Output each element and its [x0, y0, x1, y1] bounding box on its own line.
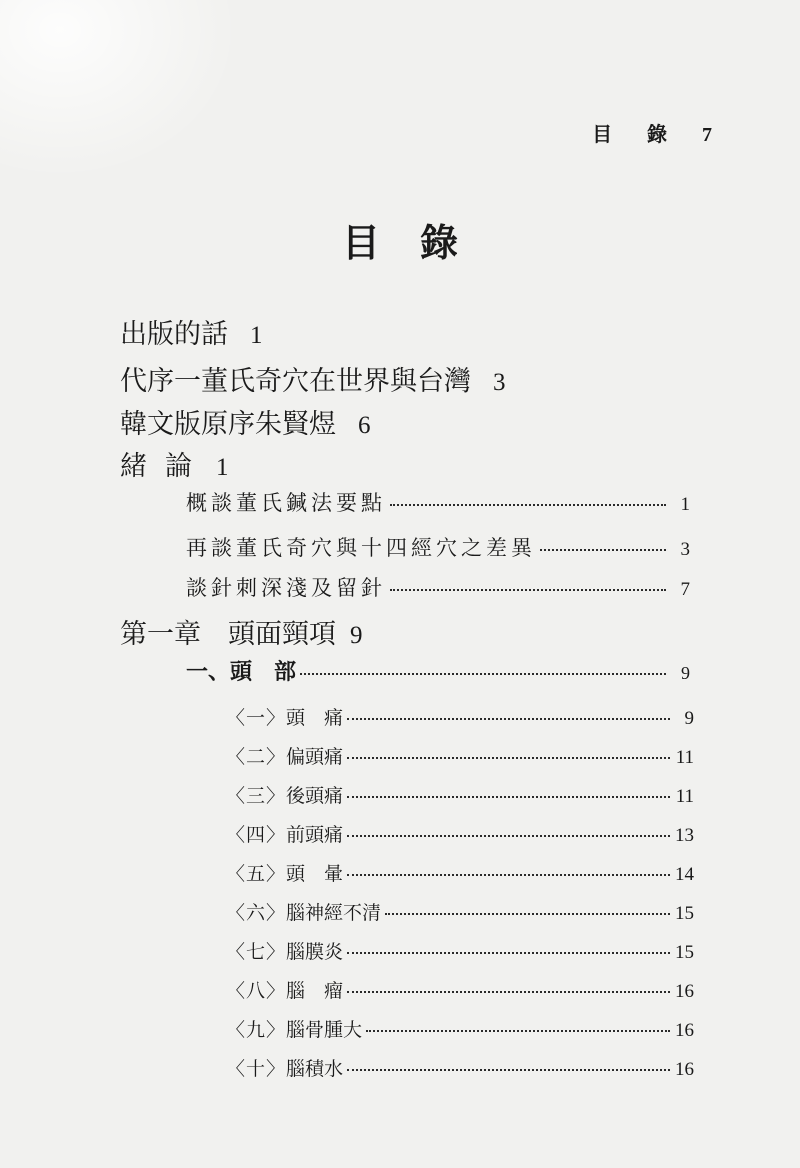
toc-item-number: 〈三〉	[226, 785, 287, 807]
toc-item[interactable]	[226, 781, 694, 808]
toc-chapter[interactable]	[120, 612, 363, 651]
dot-leader	[347, 1069, 670, 1071]
toc-subentry-page: 3	[680, 539, 690, 560]
dot-leader	[366, 1030, 670, 1032]
toc-item-page: 16	[675, 1020, 694, 1041]
toc-item[interactable]	[226, 1015, 694, 1042]
toc-item-page: 15	[675, 903, 694, 924]
toc-item-page: 13	[675, 825, 694, 846]
dot-leader	[347, 991, 670, 993]
toc-item-label: 腦骨腫大	[286, 1019, 363, 1041]
toc-item-label: 偏頭痛	[286, 746, 344, 768]
toc-entry-introduction[interactable]	[120, 444, 229, 483]
toc-entry-page: 6	[358, 412, 371, 439]
toc-subentry-label: 概談董氏鍼法要點	[186, 491, 386, 515]
toc-entry-label: 緒論	[120, 451, 210, 482]
dot-leader	[390, 589, 666, 591]
toc-entry-page: 1	[250, 322, 263, 349]
toc-subentry-page: 1	[680, 494, 690, 515]
toc-entry-page: 1	[216, 454, 229, 481]
toc-item-number: 〈六〉	[226, 902, 287, 924]
toc-item[interactable]	[226, 820, 694, 847]
toc-item-page: 14	[675, 864, 694, 885]
toc-entry-korean-preface[interactable]	[120, 402, 371, 441]
toc-item-label: 後頭痛	[286, 785, 344, 807]
toc-item-label: 腦積水	[286, 1058, 344, 1080]
toc-item-number: 〈二〉	[226, 746, 287, 768]
toc-item[interactable]	[226, 937, 694, 964]
toc-item[interactable]	[226, 703, 694, 730]
toc-item-number: 〈五〉	[226, 863, 287, 885]
dot-leader	[347, 952, 670, 954]
toc-subentry[interactable]	[186, 487, 690, 517]
toc-subentry[interactable]	[186, 532, 690, 562]
dot-leader	[540, 549, 666, 551]
toc-item[interactable]	[226, 859, 694, 886]
dot-leader	[347, 835, 670, 837]
toc-entry-label: 代序一董氏奇穴在世界與台灣	[120, 366, 471, 397]
toc-entry-page: 3	[493, 369, 506, 396]
dot-leader	[300, 673, 666, 675]
dot-leader	[347, 874, 670, 876]
toc-item-label: 腦膜炎	[286, 941, 344, 963]
page-highlight	[0, 0, 240, 180]
toc-item-number: 〈七〉	[226, 941, 287, 963]
toc-subentry-label: 再談董氏奇穴與十四經穴之差異	[186, 536, 536, 560]
toc-section[interactable]	[186, 655, 690, 686]
dot-leader	[385, 913, 670, 915]
toc-chapter-label: 第一章 頭面頸項	[120, 619, 336, 650]
toc-subentry-page: 7	[680, 579, 690, 600]
toc-item[interactable]	[226, 1054, 694, 1081]
toc-item-label: 前頭痛	[286, 824, 344, 846]
toc-item-page: 15	[675, 942, 694, 963]
page-title: 目錄	[341, 221, 498, 265]
toc-item[interactable]	[226, 742, 694, 769]
toc-chapter-page: 9	[350, 622, 363, 649]
toc-section-label: 一、頭 部	[186, 659, 297, 685]
toc-entry-foreword[interactable]	[120, 359, 506, 398]
toc-item-page: 11	[675, 786, 694, 807]
toc-entry-publication-note[interactable]	[120, 312, 263, 351]
toc-item-label: 頭 暈	[286, 863, 344, 885]
toc-item-number: 〈八〉	[226, 980, 287, 1002]
dot-leader	[347, 718, 670, 720]
toc-section-page: 9	[681, 663, 690, 683]
toc-item-number: 〈四〉	[226, 824, 287, 846]
toc-subentry-label: 談針刺深淺及留針	[186, 576, 386, 600]
toc-entry-label: 韓文版原序朱賢煜	[120, 409, 336, 440]
running-head	[592, 118, 712, 147]
toc-item-number: 〈九〉	[226, 1019, 287, 1041]
toc-item-page: 11	[675, 747, 694, 768]
dot-leader	[347, 796, 670, 798]
toc-item-page: 9	[684, 708, 694, 729]
toc-item-page: 16	[675, 981, 694, 1002]
toc-item[interactable]	[226, 898, 694, 925]
dot-leader	[347, 757, 670, 759]
dot-leader	[390, 504, 666, 506]
toc-item-label: 腦 瘤	[286, 980, 344, 1002]
toc-item-label: 頭 痛	[286, 707, 344, 729]
toc-entry-label: 出版的話	[120, 319, 228, 350]
toc-item-number: 〈十〉	[226, 1058, 287, 1080]
toc-item[interactable]	[226, 976, 694, 1003]
toc-item-label: 腦神經不清	[286, 902, 382, 924]
running-head-page-number: 7	[702, 124, 712, 146]
running-head-label: 目 錄	[592, 122, 682, 146]
toc-subentry[interactable]	[186, 572, 690, 602]
toc-item-page: 16	[675, 1059, 694, 1080]
toc-item-number: 〈一〉	[226, 707, 287, 729]
